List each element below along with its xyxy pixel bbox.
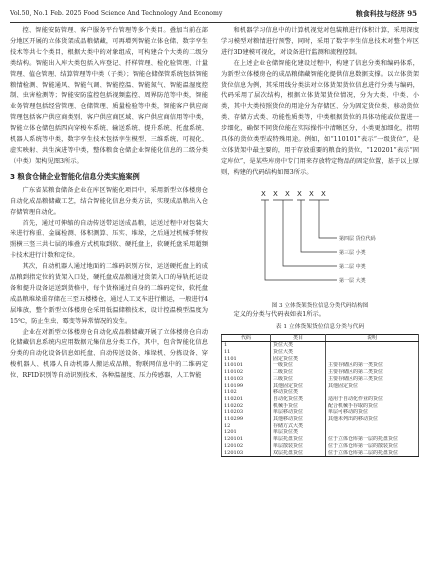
- category-cell: 固定货位类: [271, 356, 326, 363]
- code-cell: 120102: [222, 443, 271, 450]
- category-cell: 自动化货位类: [271, 396, 326, 403]
- table-row: [222, 356, 419, 363]
- table-header-row: [222, 334, 419, 342]
- code-cell: 110101: [222, 362, 271, 369]
- category-cell: 移动货位类: [271, 389, 326, 396]
- category-cell: 二级货位: [271, 369, 326, 376]
- table-caption: 表 1 立体货架货位信息分类与代码: [275, 323, 365, 330]
- description-cell: 位于立体仓库第二层的托盘货位: [326, 450, 419, 457]
- code-digit: X: [321, 189, 326, 198]
- description-cell: 适用于自动化作业的货位: [326, 396, 419, 403]
- column-header-description: 说明: [326, 334, 419, 342]
- category-cell: 单层货位类: [271, 429, 326, 436]
- description-cell: 主要存储区的第二类货位: [326, 369, 419, 376]
- table-row: [222, 409, 419, 416]
- level-label: 第四层 货位代码: [339, 235, 376, 242]
- level-label: 第一层 大类: [339, 277, 366, 284]
- description-cell: [326, 423, 419, 430]
- category-cell: 单层托盘货位: [271, 436, 326, 443]
- right-column: [221, 26, 419, 457]
- category-cell: 其他固定货位: [271, 383, 326, 390]
- category-cell: 单层移动货位: [271, 409, 326, 416]
- description-cell: 其他固定货位: [326, 383, 419, 390]
- table-row: [222, 383, 419, 390]
- description-cell: [326, 342, 419, 349]
- left-column: [10, 26, 208, 382]
- table-row: [222, 349, 419, 356]
- code-cell: 1102: [222, 389, 271, 396]
- page-header: [10, 8, 417, 20]
- table-row: [222, 436, 419, 443]
- category-cell: 其他移动货位: [271, 416, 326, 423]
- table-row: [222, 369, 419, 376]
- level-label: 第三层 小类: [339, 249, 366, 256]
- figure-caption: 图 3 立体货架货位信息分类代码结构图: [271, 302, 369, 309]
- paragraph: 广东省某粮食储备企业在库区智能化项目中，采用新型立体楼房仓自动化成品粮储藏工艺，结合智能化信息分类方法，实现成品粮出入仓存储管理自动化。: [10, 186, 208, 216]
- category-cell: 货位大类: [271, 349, 326, 356]
- paragraph: 其次，自动机器人通过地面的二维码识别方位，运送硬托盘上的成品粮到指定位的货架入口处，硬托盘成品粮通过货架入口的导轨托运设备和提升设备运送到货格中，每个货格通过自身的二维码定位，软托盘成品粮堆垛重存储在三至五楼楼仓，通过人工叉车进行搬运，一般进行4层堆放，整个新型立体楼房仓采用低温储粮技术，设计控温模型温度为15℃，防止生虫、霉变等异常情况的发生。: [10, 263, 208, 325]
- code-cell: 1101: [222, 356, 271, 363]
- table-row: [222, 429, 419, 436]
- code-digit: X: [261, 189, 266, 198]
- table-row: [222, 396, 419, 403]
- description-cell: [326, 389, 419, 396]
- description-cell: 位于立体仓库第一层的散装货位: [326, 443, 419, 450]
- description-cell: 其他未列出的移动货位: [326, 416, 419, 423]
- code-cell: 110203: [222, 409, 271, 416]
- code-cell: 120101: [222, 436, 271, 443]
- code-cell: 110299: [222, 416, 271, 423]
- code-cell: 1: [222, 342, 271, 349]
- description-cell: 单层可移动的货位: [326, 409, 419, 416]
- description-cell: 配合机械手存取的货位: [326, 403, 419, 410]
- table-row: [222, 342, 419, 349]
- category-cell: 双层托盘货位: [271, 450, 326, 457]
- table-row: [222, 403, 419, 410]
- level-label: 第二层 中类: [339, 263, 366, 270]
- figure-code-structure: [221, 182, 419, 310]
- category-cell: 机械手货位: [271, 403, 326, 410]
- journal-title-page-number: 粮食科技与经济 95: [355, 9, 417, 18]
- column-header-category: 类目: [271, 334, 326, 342]
- code-digit: X: [285, 189, 290, 198]
- description-cell: 主要存储区的第三类货位: [326, 376, 419, 383]
- description-cell: [326, 349, 419, 356]
- category-cell: 存储方式大类: [271, 423, 326, 430]
- paragraph: 在上述企业仓储智能化建设过程中，构建了信息分类和编码体系，为新型立体楼房仓的成品粮储藏智能化提供信息数据支撑。以立体货架货位信息为例，其采用线分类法对立体货架货位信息进行分类与编码，代码采用了层次结构，根据立体货架货位情况，分为大类、中类、小类，其中大类按照货位的用途分为存储区、分为固定货位类、移动货位类、存储方式类、功能性质类等，中类根据货位的具体功能或位置进一步细化，确保不同货位能在实际操作中清晰区分，小类更加细化，指明具体的货位类型或特殊用途。例如，如“110101”表示“一级货位”，是立体货架中最主要的，用于存放重要的粮食的货位，“120201”表示“固定库位”，是某些库房中专门用来存放特定物品的固定位置，基于以上原则，构建的代码结构如图3所示。: [221, 59, 419, 176]
- code-cell: 12: [222, 423, 271, 430]
- category-cell: 一级货位: [271, 362, 326, 369]
- classification-table: [221, 334, 419, 458]
- code-cell: 11: [222, 349, 271, 356]
- header-rule: [10, 22, 417, 23]
- bracket-lines: [261, 200, 337, 280]
- journal-info: Vol.50, No.1 Feb. 2025 Food Science And Technology And Economy: [10, 10, 223, 17]
- category-cell: 货位大类: [271, 342, 326, 349]
- table-row: [222, 416, 419, 423]
- table-row: [222, 376, 419, 383]
- code-digit: X: [273, 189, 278, 198]
- code-cell: 120103: [222, 450, 271, 457]
- code-digit: X: [309, 189, 314, 198]
- code-cell: 110102: [222, 369, 271, 376]
- table-row: [222, 389, 419, 396]
- category-cell: 单层散装货位: [271, 443, 326, 450]
- code-cell: 110199: [222, 383, 271, 390]
- column-header-code: 代码: [222, 334, 271, 342]
- table-body: [222, 342, 419, 457]
- table-row: [222, 423, 419, 430]
- code-cell: 110202: [222, 403, 271, 410]
- code-structure-diagram: [221, 182, 419, 300]
- paragraph: 首先，通过可伸缩的自动传送带运送成品粮，运送过程中对包装大米进行称重、金属检测、体积测算、压实、堆垛，之后通过机械手臂按照横三竖三共七层的堆叠方式机取到软、硬托盘上，软硬托盘采用超频卡技术进行计数和定位。: [10, 219, 208, 260]
- table-row: [222, 362, 419, 369]
- code-cell: 110201: [222, 396, 271, 403]
- description-cell: 位于立体仓库第一层的托盘货位: [326, 436, 419, 443]
- category-cell: 三级货位: [271, 376, 326, 383]
- table-row: [222, 443, 419, 450]
- paragraph: 定义的分类与代码表如表1所示。: [233, 310, 325, 318]
- description-cell: [326, 429, 419, 436]
- description-cell: 主要存储区的第一类货位: [326, 362, 419, 369]
- code-cell: 110103: [222, 376, 271, 383]
- section-heading: 3 粮食仓储企业智能化信息分类实施案例: [10, 171, 140, 181]
- table-row: [222, 450, 419, 457]
- code-digit: X: [297, 189, 302, 198]
- description-cell: [326, 356, 419, 363]
- paragraph: 企业在对新型立体楼房仓自动化成品粮储藏开展了立体楼房仓自动化储藏信息系统内应用数据元集信息分类工作，其中，包含智能化信息分类的自动化设备信息如托盘、自动传送设备、堆垛机、分拣设备、穿梭机器人、机器人自动机器人搬运成品粮，物联网信息中的二维码定位、RFID识别等自动识别技术、各种温湿度、压力传感器，人工智能: [10, 328, 208, 380]
- code-cell: 1201: [222, 429, 271, 436]
- paragraph: 控、智能安防管理、客户服务平台管理等多个类目。叠加当前在部分地区开展的立体货架成品粮储藏，可再增列智能立体仓储、数字孪生技术等共七个类目，根据大类中的对象组成，可构建合个大类的二级分类结构。智能出入库大类包括入库登记、扦样管理、检化验管理、计量管理、值仓管理、结算管理等中类（子类）；智能仓储保管系统包括智能粮情检测、智能通风、智能气调、智能控温、智能氮气、智能温湿度控制、虫害检测等；智能安防监控包括视频监控、周界防范等中类，智能业务管理包括经营管理、仓储管理、质量检验等中类，智能客户供应商管理包括客户供应商类别、客户供应商区域、客户供应商信用等中类，智能立体仓储包括四向穿梭车系统、输送系统、提升系统、托盘系统、机器人系统等中类，数字孪生技术包括孪生模型、三维系统、可视化、虚实映射、共生演进等中类，整体粮食仓储企业智能化信息的二级分类（中类）架构见图3所示。: [10, 27, 208, 165]
- paragraph: 和机器学习信息中的计算机视觉对包装粮进行体积计算，采用深度学习模型对粮情进行预警，同时，采用了数字孪生信息技术对整个库区进行3D建模可视化，对设备进行监测和流程控制。: [221, 27, 419, 56]
